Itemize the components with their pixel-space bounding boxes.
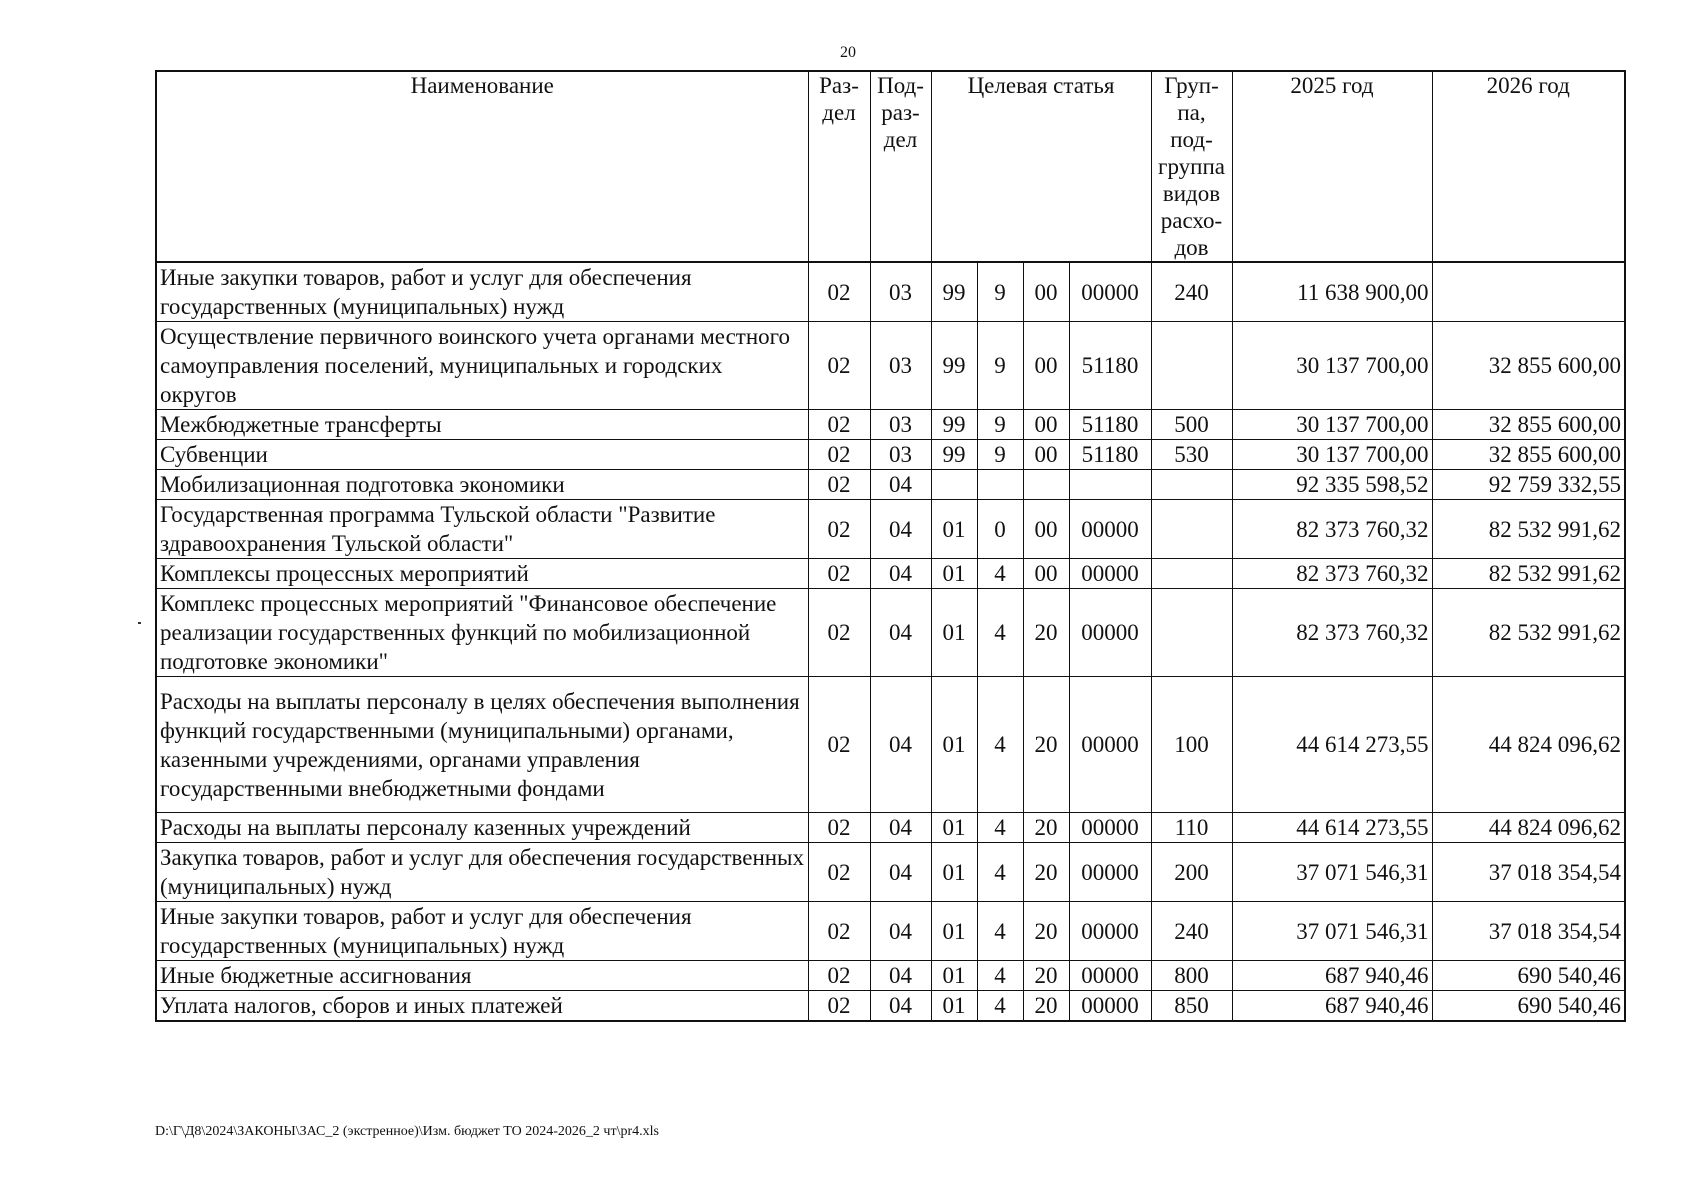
cell-podrazdel: 04 xyxy=(870,500,931,559)
cell-podrazdel: 04 xyxy=(870,589,931,677)
cell-amount-2026: 44 824 096,62 xyxy=(1432,813,1625,843)
cell-name: Мобилизационная подготовка экономики xyxy=(156,470,808,500)
cell-target-activity: 20 xyxy=(1023,961,1069,991)
cell-expense-group: 800 xyxy=(1151,961,1232,991)
cell-expense-group: 500 xyxy=(1151,410,1232,440)
cell-expense-group: 530 xyxy=(1151,440,1232,470)
cell-podrazdel: 03 xyxy=(870,410,931,440)
cell-expense-group xyxy=(1151,559,1232,589)
cell-target-subprogram: 4 xyxy=(977,961,1023,991)
cell-expense-group xyxy=(1151,500,1232,559)
cell-amount-2026: 82 532 991,62 xyxy=(1432,500,1625,559)
cell-expense-group: 110 xyxy=(1151,813,1232,843)
table-row xyxy=(156,991,1625,1022)
cell-target-subprogram: 0 xyxy=(977,500,1023,559)
cell-expense-group xyxy=(1151,322,1232,410)
cell-razdel: 02 xyxy=(808,843,870,902)
cell-name: Расходы на выплаты персоналу казенных учреждений xyxy=(156,813,808,843)
cell-target-activity: 00 xyxy=(1023,440,1069,470)
cell-target-subprogram: 4 xyxy=(977,559,1023,589)
cell-amount-2025: 92 335 598,52 xyxy=(1232,470,1432,500)
cell-razdel: 02 xyxy=(808,262,870,322)
table-row xyxy=(156,322,1625,410)
cell-amount-2025: 82 373 760,32 xyxy=(1232,589,1432,677)
cell-amount-2025: 687 940,46 xyxy=(1232,991,1432,1022)
cell-target-program: 99 xyxy=(931,440,977,470)
cell-razdel: 02 xyxy=(808,500,870,559)
header-group-text: Груп-па, под-группа видов расхо-дов xyxy=(1158,73,1225,260)
cell-razdel: 02 xyxy=(808,559,870,589)
cell-amount-2025: 37 071 546,31 xyxy=(1232,843,1432,902)
cell-target-subprogram: 9 xyxy=(977,410,1023,440)
cell-target-program: 01 xyxy=(931,559,977,589)
cell-podrazdel: 04 xyxy=(870,677,931,813)
header-razdel-text: Раз-дел xyxy=(819,73,859,125)
cell-podrazdel: 04 xyxy=(870,843,931,902)
cell-target-direction: 51180 xyxy=(1069,322,1151,410)
header-year-2026: 2026 год xyxy=(1432,71,1625,262)
cell-target-direction: 51180 xyxy=(1069,410,1151,440)
cell-expense-group: 240 xyxy=(1151,262,1232,322)
table-row xyxy=(156,440,1625,470)
cell-name: Комплексы процессных мероприятий xyxy=(156,559,808,589)
cell-podrazdel: 03 xyxy=(870,262,931,322)
table-row xyxy=(156,470,1625,500)
cell-target-direction: 00000 xyxy=(1069,589,1151,677)
cell-target-direction: 00000 xyxy=(1069,677,1151,813)
cell-podrazdel: 04 xyxy=(870,470,931,500)
cell-amount-2026: 690 540,46 xyxy=(1432,961,1625,991)
cell-expense-group: 850 xyxy=(1151,991,1232,1022)
cell-target-activity: 00 xyxy=(1023,322,1069,410)
cell-target-direction: 00000 xyxy=(1069,843,1151,902)
margin-mark xyxy=(138,622,141,624)
cell-amount-2026 xyxy=(1432,262,1625,322)
cell-target-subprogram: 9 xyxy=(977,440,1023,470)
cell-target-direction: 00000 xyxy=(1069,262,1151,322)
table-row xyxy=(156,902,1625,961)
cell-podrazdel: 03 xyxy=(870,322,931,410)
cell-target-activity: 00 xyxy=(1023,410,1069,440)
cell-target-activity: 00 xyxy=(1023,500,1069,559)
cell-amount-2025: 30 137 700,00 xyxy=(1232,410,1432,440)
cell-amount-2025: 44 614 273,55 xyxy=(1232,813,1432,843)
cell-name: Субвенции xyxy=(156,440,808,470)
cell-target-subprogram: 4 xyxy=(977,843,1023,902)
cell-target-activity xyxy=(1023,470,1069,500)
header-podrazdel-text: Под-раз-дел xyxy=(877,73,924,152)
cell-amount-2025: 30 137 700,00 xyxy=(1232,322,1432,410)
footer-file-path: D:\Г\Д8\2024\ЗАКОНЫ\ЗАС_2 (экстренное)\Изм. бюджет ТО 2024-2026_2 чт\pr4.xls xyxy=(155,1124,659,1139)
cell-razdel: 02 xyxy=(808,991,870,1022)
cell-razdel: 02 xyxy=(808,902,870,961)
cell-amount-2025: 44 614 273,55 xyxy=(1232,677,1432,813)
cell-amount-2026: 32 855 600,00 xyxy=(1432,410,1625,440)
cell-name: Иные закупки товаров, работ и услуг для обеспечения государственных (муниципальных) нужд xyxy=(156,262,808,322)
cell-amount-2025: 11 638 900,00 xyxy=(1232,262,1432,322)
cell-name: Расходы на выплаты персоналу в целях обеспечения выполнения функций государственными (муниципальными) органами, казенными учреждениями, органами управления государственными внебюджетными фондами xyxy=(156,677,808,813)
table-row xyxy=(156,589,1625,677)
cell-razdel: 02 xyxy=(808,677,870,813)
table-row xyxy=(156,961,1625,991)
cell-target-program: 99 xyxy=(931,410,977,440)
cell-target-subprogram: 4 xyxy=(977,813,1023,843)
cell-target-program: 01 xyxy=(931,677,977,813)
cell-target-activity: 20 xyxy=(1023,677,1069,813)
table-row xyxy=(156,677,1625,813)
cell-target-program: 01 xyxy=(931,589,977,677)
cell-target-activity: 00 xyxy=(1023,559,1069,589)
cell-target-subprogram: 4 xyxy=(977,677,1023,813)
header-podrazdel xyxy=(870,71,931,262)
cell-razdel: 02 xyxy=(808,961,870,991)
cell-target-activity: 00 xyxy=(1023,262,1069,322)
cell-target-direction: 00000 xyxy=(1069,902,1151,961)
cell-target-program: 01 xyxy=(931,813,977,843)
cell-amount-2026: 690 540,46 xyxy=(1432,991,1625,1022)
header-target-article: Целевая статья xyxy=(931,71,1151,262)
cell-name: Осуществление первичного воинского учета органами местного самоуправления поселений, муниципальных и городских округов xyxy=(156,322,808,410)
cell-podrazdel: 04 xyxy=(870,813,931,843)
cell-podrazdel: 03 xyxy=(870,440,931,470)
cell-name: Комплекс процессных мероприятий "Финансовое обеспечение реализации государственных функций по мобилизационной подготовке экономики" xyxy=(156,589,808,677)
cell-amount-2025: 82 373 760,32 xyxy=(1232,500,1432,559)
cell-target-program: 01 xyxy=(931,902,977,961)
table-row xyxy=(156,262,1625,322)
cell-podrazdel: 04 xyxy=(870,961,931,991)
page-number: 20 xyxy=(840,44,856,61)
cell-target-subprogram: 9 xyxy=(977,322,1023,410)
cell-target-direction: 00000 xyxy=(1069,961,1151,991)
cell-name: Иные бюджетные ассигнования xyxy=(156,961,808,991)
cell-target-activity: 20 xyxy=(1023,813,1069,843)
header-name: Наименование xyxy=(156,71,808,262)
cell-target-subprogram: 4 xyxy=(977,902,1023,961)
cell-razdel: 02 xyxy=(808,589,870,677)
cell-name: Государственная программа Тульской области "Развитие здравоохранения Тульской области" xyxy=(156,500,808,559)
cell-amount-2026: 37 018 354,54 xyxy=(1432,902,1625,961)
cell-target-program: 01 xyxy=(931,961,977,991)
cell-target-direction: 00000 xyxy=(1069,991,1151,1022)
cell-target-activity: 20 xyxy=(1023,843,1069,902)
cell-amount-2026: 32 855 600,00 xyxy=(1432,440,1625,470)
cell-target-program: 01 xyxy=(931,843,977,902)
cell-amount-2026: 37 018 354,54 xyxy=(1432,843,1625,902)
cell-target-activity: 20 xyxy=(1023,991,1069,1022)
budget-table xyxy=(155,70,1626,1022)
cell-target-direction: 00000 xyxy=(1069,813,1151,843)
cell-amount-2025: 30 137 700,00 xyxy=(1232,440,1432,470)
cell-expense-group xyxy=(1151,470,1232,500)
header-group xyxy=(1151,71,1232,262)
cell-target-direction: 00000 xyxy=(1069,559,1151,589)
cell-amount-2025: 687 940,46 xyxy=(1232,961,1432,991)
cell-razdel: 02 xyxy=(808,470,870,500)
table-header xyxy=(156,71,1625,262)
cell-expense-group: 100 xyxy=(1151,677,1232,813)
cell-target-direction: 00000 xyxy=(1069,500,1151,559)
table-row xyxy=(156,410,1625,440)
table-row xyxy=(156,500,1625,559)
header-razdel xyxy=(808,71,870,262)
cell-amount-2026: 82 532 991,62 xyxy=(1432,559,1625,589)
cell-target-activity: 20 xyxy=(1023,902,1069,961)
header-year-2025: 2025 год xyxy=(1232,71,1432,262)
cell-podrazdel: 04 xyxy=(870,902,931,961)
cell-target-activity: 20 xyxy=(1023,589,1069,677)
cell-expense-group xyxy=(1151,589,1232,677)
cell-name: Уплата налогов, сборов и иных платежей xyxy=(156,991,808,1022)
cell-expense-group: 200 xyxy=(1151,843,1232,902)
cell-amount-2026: 92 759 332,55 xyxy=(1432,470,1625,500)
cell-podrazdel: 04 xyxy=(870,559,931,589)
cell-name: Иные закупки товаров, работ и услуг для обеспечения государственных (муниципальных) нужд xyxy=(156,902,808,961)
table-row xyxy=(156,843,1625,902)
cell-target-direction xyxy=(1069,470,1151,500)
cell-target-program: 01 xyxy=(931,500,977,559)
cell-target-program: 99 xyxy=(931,262,977,322)
cell-target-program: 99 xyxy=(931,322,977,410)
cell-razdel: 02 xyxy=(808,813,870,843)
cell-expense-group: 240 xyxy=(1151,902,1232,961)
table-body xyxy=(156,262,1625,1021)
cell-name: Закупка товаров, работ и услуг для обеспечения государственных (муниципальных) нужд xyxy=(156,843,808,902)
cell-podrazdel: 04 xyxy=(870,991,931,1022)
cell-target-subprogram: 9 xyxy=(977,262,1023,322)
cell-target-program xyxy=(931,470,977,500)
cell-amount-2026: 44 824 096,62 xyxy=(1432,677,1625,813)
cell-amount-2026: 82 532 991,62 xyxy=(1432,589,1625,677)
cell-name: Межбюджетные трансферты xyxy=(156,410,808,440)
cell-amount-2025: 37 071 546,31 xyxy=(1232,902,1432,961)
cell-razdel: 02 xyxy=(808,322,870,410)
cell-target-program: 01 xyxy=(931,991,977,1022)
cell-amount-2025: 82 373 760,32 xyxy=(1232,559,1432,589)
cell-razdel: 02 xyxy=(808,410,870,440)
cell-razdel: 02 xyxy=(808,440,870,470)
cell-target-direction: 51180 xyxy=(1069,440,1151,470)
cell-amount-2026: 32 855 600,00 xyxy=(1432,322,1625,410)
cell-target-subprogram: 4 xyxy=(977,589,1023,677)
table-row xyxy=(156,559,1625,589)
cell-target-subprogram xyxy=(977,470,1023,500)
cell-target-subprogram: 4 xyxy=(977,991,1023,1022)
table-row xyxy=(156,813,1625,843)
